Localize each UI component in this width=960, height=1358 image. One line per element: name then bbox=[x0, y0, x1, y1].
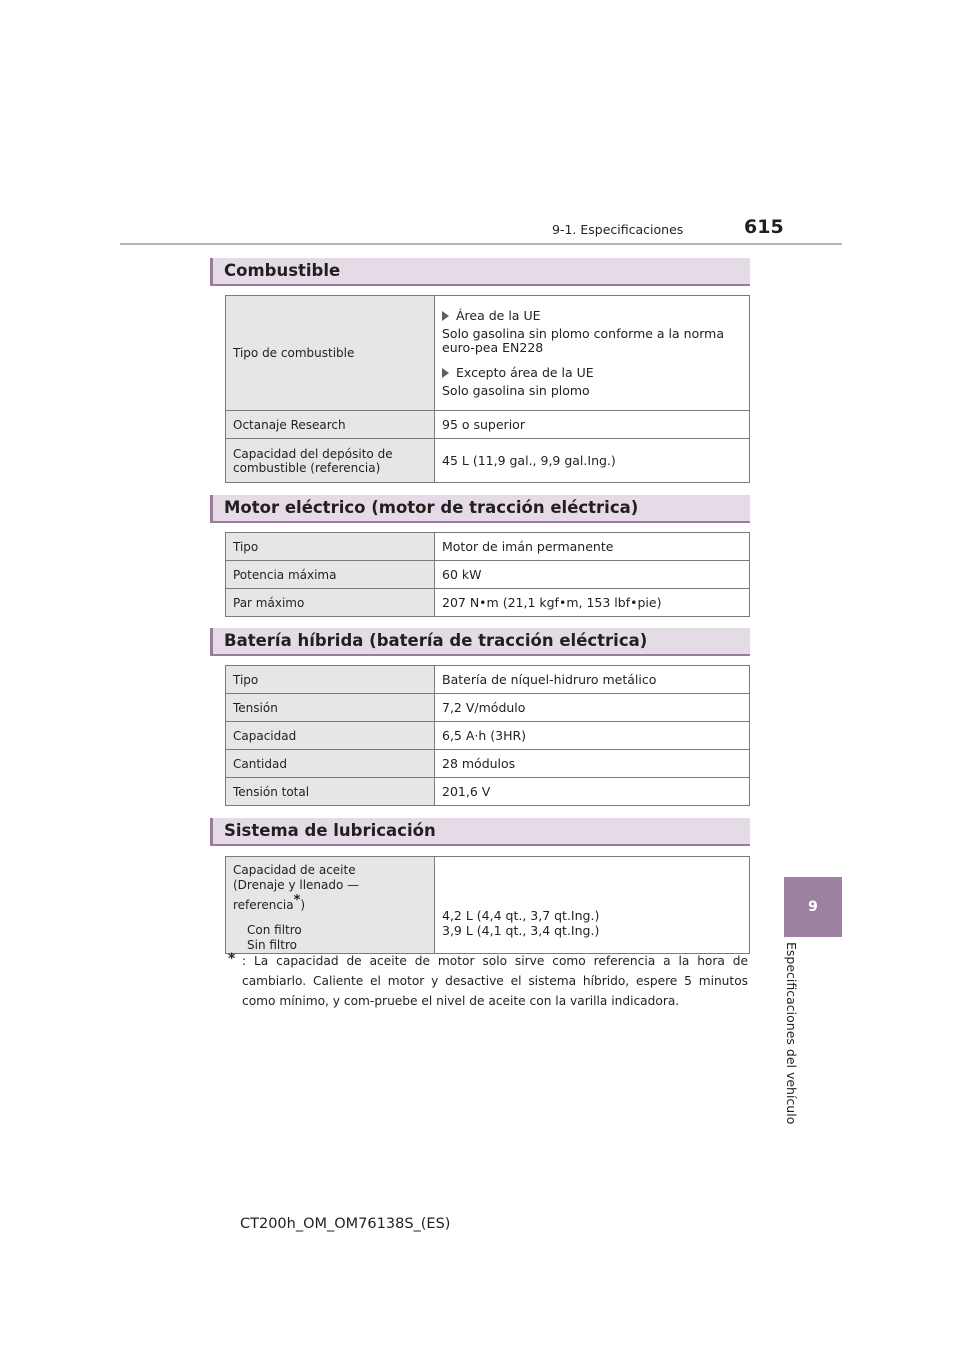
row-label: Cantidad bbox=[226, 750, 435, 778]
header-divider bbox=[120, 243, 842, 245]
footnote bbox=[228, 951, 748, 1011]
triangle-bullet-icon bbox=[442, 311, 449, 321]
without-filter-value: 3,9 L (4,1 qt., 3,4 qt.Ing.) bbox=[442, 923, 600, 938]
row-label: Tipo bbox=[226, 533, 435, 561]
battery-table bbox=[225, 665, 750, 806]
chapter-label bbox=[784, 942, 800, 1125]
triangle-bullet-icon bbox=[442, 368, 449, 378]
non-eu-text: Solo gasolina sin plomo bbox=[442, 383, 590, 398]
chapter-label-text: Especificaciones del vehículo bbox=[784, 942, 799, 1125]
oil-capacity-label bbox=[226, 857, 435, 954]
row-label: Tensión total bbox=[226, 778, 435, 806]
section-title-motor: Motor eléctrico (motor de tracción eléctrica) bbox=[224, 498, 639, 517]
section-title: 9-1. Especificaciones bbox=[552, 222, 684, 237]
tank-label: Capacidad del depósito de combustible (referencia) bbox=[226, 439, 435, 483]
oil-capacity-value bbox=[435, 857, 750, 954]
fuel-type-label: Tipo de combustible bbox=[226, 296, 435, 411]
document-code: CT200h_OM_OM76138S_(ES) bbox=[240, 1216, 451, 1232]
footnote-text: : La capacidad de aceite de motor solo sirve como referencia a la hora de cambiarlo. Caliente el motor y desactive el sistema híbrido, espere 5 minutos como mínimo, y com-pruebe el nivel de aceite con la varilla indicadora. bbox=[242, 954, 748, 1008]
lubrication-table bbox=[225, 856, 750, 954]
row-label: Capacidad bbox=[226, 722, 435, 750]
table-row bbox=[226, 750, 750, 778]
row-value: 6,5 A·h (3HR) bbox=[435, 722, 750, 750]
row-value: 7,2 V/módulo bbox=[435, 694, 750, 722]
page-number: 615 bbox=[744, 216, 784, 238]
row-value: 201,6 V bbox=[435, 778, 750, 806]
table-row bbox=[226, 666, 750, 694]
table-row bbox=[226, 411, 750, 439]
table-row bbox=[226, 589, 750, 617]
oil-label-line2: (Drenaje y llenado — referencia*) bbox=[233, 878, 360, 912]
eu-area-heading: Área de la UE bbox=[442, 308, 742, 323]
with-filter-value: 4,2 L (4,4 qt., 3,7 qt.Ing.) bbox=[442, 908, 600, 923]
row-value: 28 módulos bbox=[435, 750, 750, 778]
table-row bbox=[226, 533, 750, 561]
table-row bbox=[226, 296, 750, 411]
section-title-lubricacion: Sistema de lubricación bbox=[224, 821, 436, 840]
footnote-marker: * bbox=[293, 893, 301, 908]
tank-value: 45 L (11,9 gal., 9,9 gal.Ing.) bbox=[435, 439, 750, 483]
row-value: Batería de níquel-hidruro metálico bbox=[435, 666, 750, 694]
table-row bbox=[226, 694, 750, 722]
without-filter-label: Sin filtro bbox=[247, 938, 297, 952]
table-row bbox=[226, 439, 750, 483]
section-header-combustible bbox=[210, 258, 750, 286]
row-value: 60 kW bbox=[435, 561, 750, 589]
row-label: Par máximo bbox=[226, 589, 435, 617]
section-title-bateria: Batería híbrida (batería de tracción eléctrica) bbox=[224, 631, 648, 650]
section-header-lubricacion bbox=[210, 818, 750, 846]
row-label: Tipo bbox=[226, 666, 435, 694]
table-row bbox=[226, 722, 750, 750]
fuel-table bbox=[225, 295, 750, 483]
motor-table bbox=[225, 532, 750, 617]
eu-area-text: Solo gasolina sin plomo conforme a la norma euro-pea EN228 bbox=[442, 326, 724, 355]
row-label: Tensión bbox=[226, 694, 435, 722]
oil-label-line1: Capacidad de aceite bbox=[233, 863, 356, 877]
octane-label: Octanaje Research bbox=[226, 411, 435, 439]
row-label: Potencia máxima bbox=[226, 561, 435, 589]
chapter-tab[interactable] bbox=[784, 877, 842, 937]
table-row bbox=[226, 778, 750, 806]
with-filter-label: Con filtro bbox=[247, 923, 302, 937]
table-row bbox=[226, 857, 750, 954]
section-title-combustible: Combustible bbox=[224, 261, 341, 280]
row-value: Motor de imán permanente bbox=[435, 533, 750, 561]
fuel-type-value bbox=[435, 296, 750, 411]
section-header-motor bbox=[210, 495, 750, 523]
non-eu-heading: Excepto área de la UE bbox=[442, 365, 742, 380]
chapter-number: 9 bbox=[808, 899, 818, 915]
section-header-bateria bbox=[210, 628, 750, 656]
footnote-star: * bbox=[228, 951, 236, 967]
table-row bbox=[226, 561, 750, 589]
octane-value: 95 o superior bbox=[435, 411, 750, 439]
row-value: 207 N•m (21,1 kgf•m, 153 lbf•pie) bbox=[435, 589, 750, 617]
